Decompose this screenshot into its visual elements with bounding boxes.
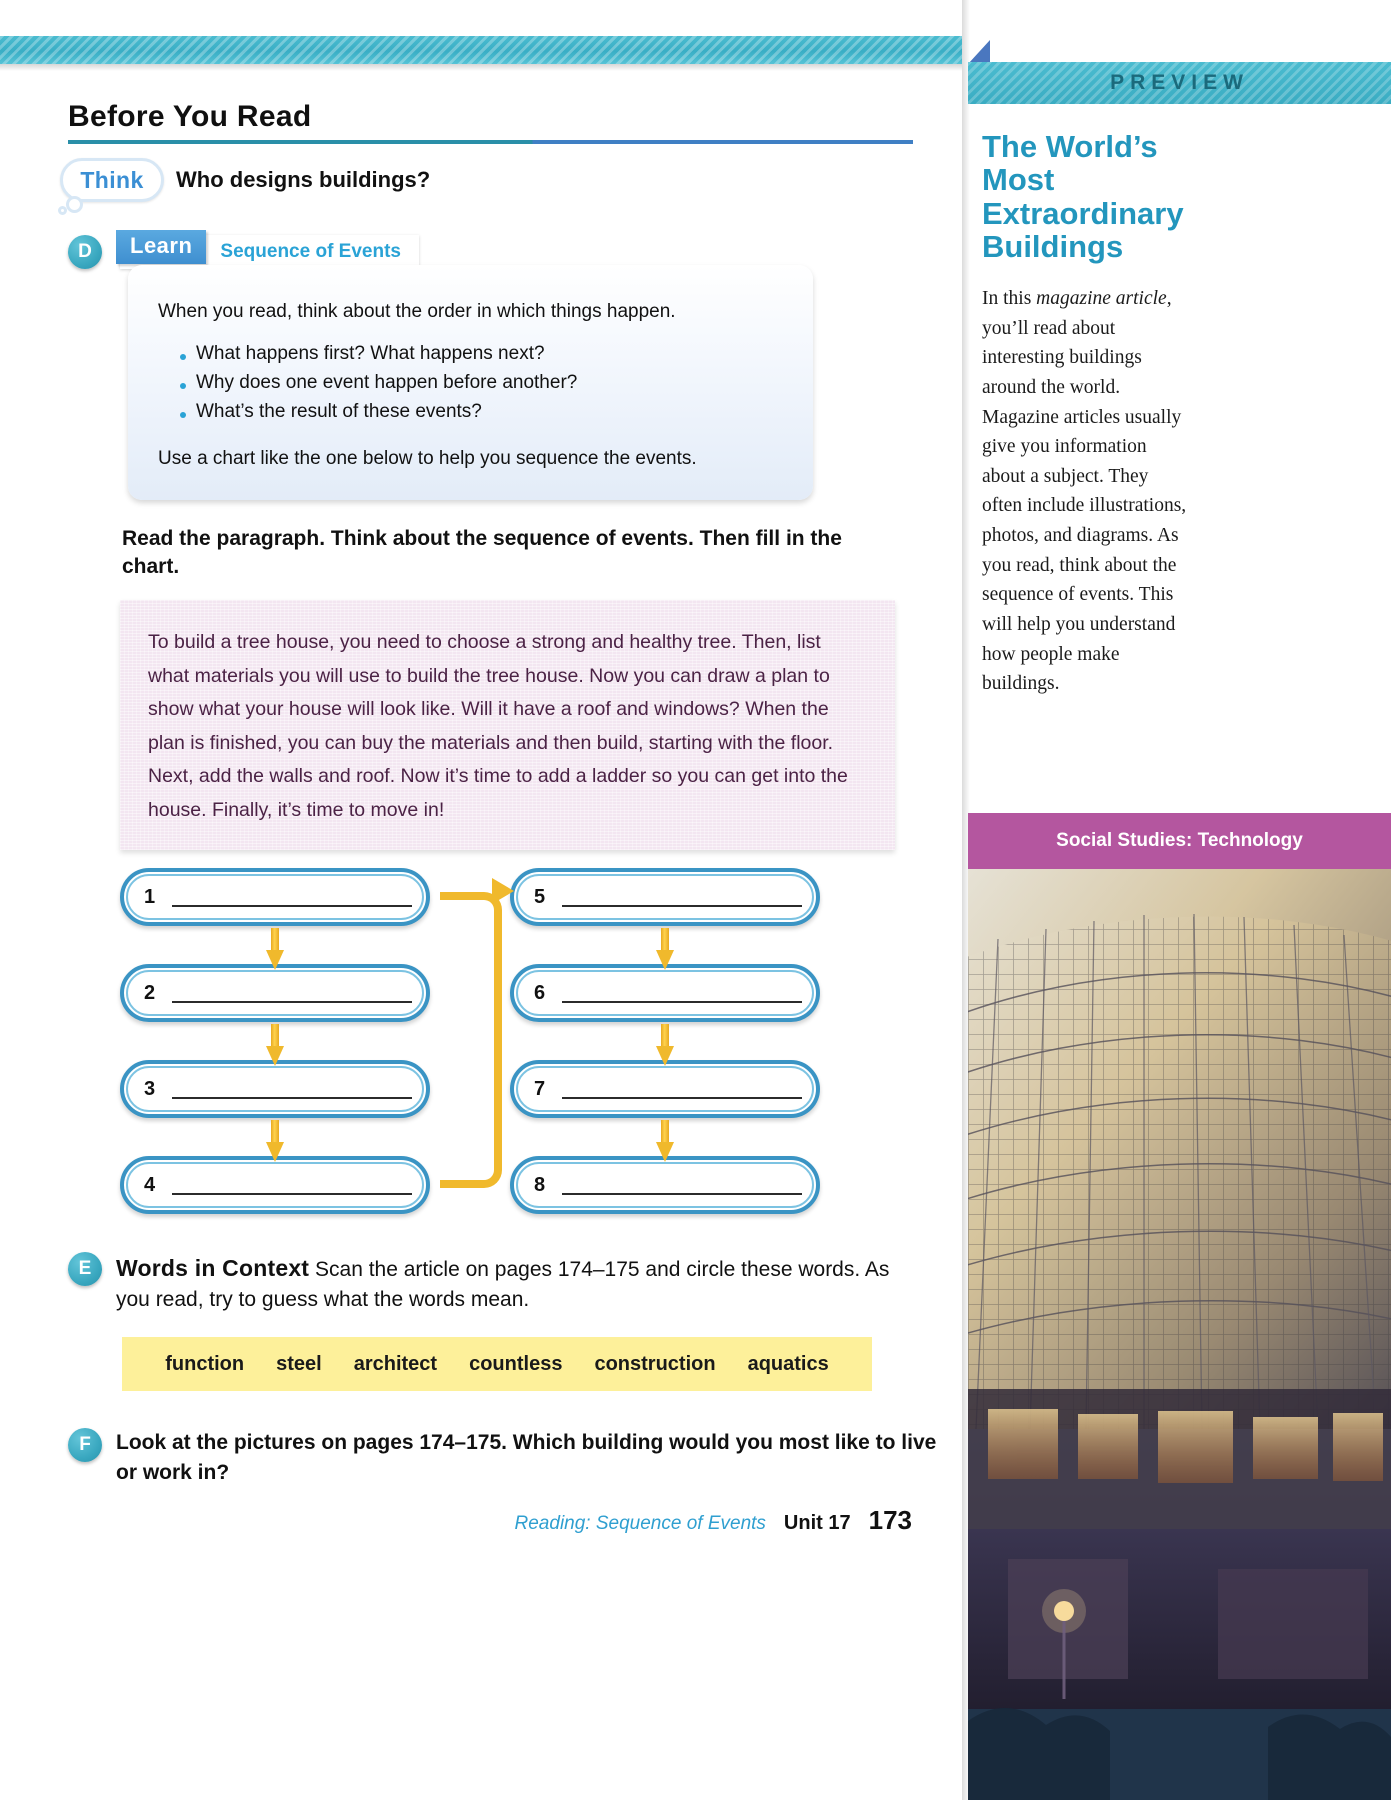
write-in-line[interactable] — [562, 1097, 802, 1099]
sidebar-article-title: The World’s Most Extraordinary Buildings — [982, 129, 1184, 265]
reading-paragraph-box — [120, 600, 895, 850]
arrow-down-icon — [266, 1024, 284, 1066]
list-item: What’s the result of these events? — [180, 401, 577, 423]
sequence-number: 2 — [144, 982, 156, 1004]
write-in-line[interactable] — [172, 1193, 412, 1195]
sidebar-desc-part1: In this — [982, 288, 1037, 309]
reading-paragraph-text: To build a tree house, you need to choose a strong and healthy tree. Then, list what materials you will use to build the tree house. Now you can draw a plan to show what your house will look like. Will it have a roof and windows? When the plan is finished, you can buy the materials and then build, starting with the floor. Next, add the walls and roof. Now it’s time to add a ladder so you can get into the house. Finally, it’s time to move in! — [148, 631, 848, 821]
footer-lesson-label: Reading: Sequence of Events — [514, 1513, 766, 1534]
think-prompt — [60, 158, 430, 202]
list-item: Why does one event happen before another? — [180, 372, 577, 394]
activity-letter-d: D — [68, 235, 102, 269]
think-bubble-dot-small — [58, 206, 67, 215]
subject-badge-label: Social Studies: Technology — [1056, 830, 1303, 852]
vocab-word[interactable]: steel — [276, 1352, 322, 1375]
learn-header-row — [68, 232, 419, 269]
write-in-line[interactable] — [172, 905, 412, 907]
arrow-down-icon — [656, 1120, 674, 1162]
words-in-context-list — [122, 1337, 872, 1391]
page-footer — [0, 1505, 912, 1536]
sequence-box-8[interactable] — [510, 1156, 820, 1214]
activity-letter-f: F — [68, 1428, 102, 1462]
sequence-number: 6 — [534, 982, 546, 1004]
sequence-number: 1 — [144, 886, 156, 908]
learn-bullet-list — [180, 343, 577, 430]
sidebar-article-description — [982, 284, 1187, 699]
learn-tail-text: Use a chart like the one below to help you sequence the events. — [158, 448, 697, 469]
vocab-word[interactable]: function — [165, 1352, 245, 1375]
learn-tag: Learn — [116, 230, 206, 264]
vocab-word[interactable]: aquatics — [747, 1352, 829, 1375]
loop-connector-line — [440, 892, 502, 1188]
arrow-down-icon — [266, 1120, 284, 1162]
sequence-chart — [120, 868, 840, 1238]
sequence-box-5[interactable] — [510, 868, 820, 926]
sequence-number: 8 — [534, 1174, 546, 1196]
sequence-number: 5 — [534, 886, 546, 908]
sequence-box-1[interactable] — [120, 868, 430, 926]
ribbon-fold — [968, 40, 990, 64]
activity-letter-e: E — [68, 1252, 102, 1286]
think-question: Who designs buildings? — [176, 167, 431, 192]
sidebar-desc-part2: , you’ll read about interesting buildings around the world. Magazine articles usually give you information about a subject. They often include illustrations, photos, and diagrams. As you read, think about the sequence of events. This will help you understand how people make buildings. — [982, 288, 1187, 695]
footer-page-number: 173 — [868, 1505, 912, 1535]
arrow-right-icon — [492, 878, 514, 904]
section-f-text: Look at the pictures on pages 174–175. Which building would you most like to live or work in? — [116, 1431, 937, 1484]
learn-lead-text: When you read, think about the order in which things happen. — [158, 301, 676, 322]
preview-sidebar — [962, 0, 1391, 1800]
learn-header — [120, 232, 419, 269]
preview-banner — [968, 62, 1391, 104]
write-in-line[interactable] — [562, 1001, 802, 1003]
building-photo-illustration — [968, 869, 1391, 1800]
sequence-box-2[interactable] — [120, 964, 430, 1022]
arrow-down-icon — [656, 1024, 674, 1066]
vocab-word[interactable]: construction — [594, 1352, 716, 1375]
chart-instruction: Read the paragraph. Think about the sequence of events. Then fill in the chart. — [122, 527, 842, 579]
write-in-line[interactable] — [172, 1097, 412, 1099]
preview-banner-label: PREVIEW — [1110, 71, 1249, 94]
sequence-number: 7 — [534, 1078, 546, 1100]
section-e-body — [116, 1252, 928, 1315]
write-in-line[interactable] — [562, 905, 802, 907]
section-e-text: Scan the article on pages 174–175 and circle these words. As you read, try to guess what the words mean. — [116, 1258, 890, 1311]
footer-unit-label: Unit 17 — [783, 1512, 851, 1534]
vocab-word[interactable]: countless — [469, 1352, 563, 1375]
sequence-box-6[interactable] — [510, 964, 820, 1022]
sequence-box-4[interactable] — [120, 1156, 430, 1214]
sequence-number: 4 — [144, 1174, 156, 1196]
sequence-number: 3 — [144, 1078, 156, 1100]
learn-box — [128, 265, 813, 500]
learn-subtitle: Sequence of Events — [220, 241, 401, 262]
section-e — [68, 1252, 928, 1315]
section-e-title: Words in Context — [116, 1255, 310, 1281]
subject-badge — [968, 813, 1391, 869]
write-in-line[interactable] — [562, 1193, 802, 1195]
think-label: Think — [80, 166, 144, 193]
think-bubble-dot-large — [66, 196, 83, 213]
arrow-down-icon — [656, 928, 674, 970]
sequence-box-7[interactable] — [510, 1060, 820, 1118]
vocab-word[interactable]: architect — [353, 1352, 438, 1375]
write-in-line[interactable] — [172, 1001, 412, 1003]
page-title: Before You Read — [68, 100, 312, 133]
sidebar-desc-italic: magazine article — [1036, 288, 1167, 309]
title-divider — [68, 140, 913, 144]
section-f — [68, 1428, 948, 1488]
sequence-box-3[interactable] — [120, 1060, 430, 1118]
arrow-down-icon — [266, 928, 284, 970]
building-photo — [968, 869, 1391, 1800]
list-item: What happens first? What happens next? — [180, 343, 577, 365]
